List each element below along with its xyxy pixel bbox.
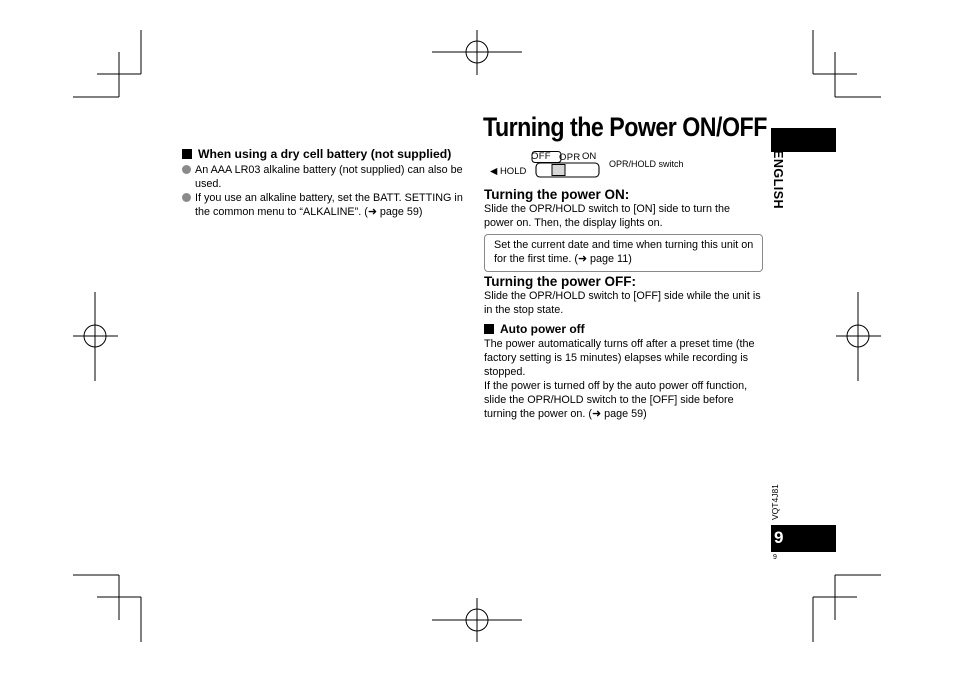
power-off-section: [484, 274, 769, 317]
power-off-heading: Turning the power OFF:: [484, 274, 636, 289]
battery-bullet-2: If you use an alkaline battery, set the BATT. SETTING in the common menu to “ALKALINE”. (➜ page 59): [182, 191, 463, 219]
first-time-note: [484, 234, 763, 272]
first-time-note-text: Set the current date and time when turning this unit on for the first time. (➜ page 11): [494, 239, 754, 265]
power-on-heading: Turning the power ON:: [484, 187, 630, 202]
switch-opr-label: OPR: [559, 152, 581, 163]
battery-bullet-1: An AAA LR03 alkaline battery (not supplied) can also be used.: [182, 163, 463, 191]
circle-bullet-icon: [182, 165, 191, 174]
auto-power-off-heading: Auto power off: [484, 322, 769, 336]
page-number-tab: [771, 525, 836, 552]
switch-off-label: OFF: [531, 151, 551, 162]
page-number: 9: [774, 528, 784, 547]
power-on-section: [484, 187, 769, 230]
language-tab: [771, 150, 791, 230]
switch-on-label: ON: [582, 151, 597, 162]
auto-power-off-text-2: If the power is turned off by the auto power off function, slide the OPR/HOLD switch to the [OFF] side before turning the power on. (➜ page 59): [484, 380, 748, 420]
page-number-small: 9: [773, 554, 777, 561]
model-code-text: VQT4J81: [770, 484, 780, 520]
auto-power-off-section: [484, 322, 769, 421]
auto-power-off-text-1: The power automatically turns off after a preset time (the factory setting is 15 minutes) elapses while recording is stopped.: [484, 338, 755, 378]
switch-figure: [490, 150, 690, 182]
switch-hold-label: ◀ HOLD: [490, 166, 527, 177]
language-label: ENGLISH: [771, 150, 785, 210]
battery-heading: When using a dry cell battery (not supplied): [182, 147, 472, 161]
square-bullet-icon: [182, 149, 192, 159]
page-title: Turning the Power ON/OFF: [483, 112, 767, 142]
square-bullet-icon: [484, 324, 494, 334]
power-off-text: Slide the OPR/HOLD switch to [OFF] side while the unit is in the stop state.: [484, 290, 761, 316]
switch-caption: OPR/HOLD switch: [609, 159, 684, 169]
language-tab-bar: [771, 128, 836, 152]
battery-section: [182, 147, 472, 219]
power-on-text: Slide the OPR/HOLD switch to [ON] side to turn the power on. Then, the display lights on.: [484, 203, 731, 229]
circle-bullet-icon: [182, 193, 191, 202]
model-code: [770, 480, 784, 520]
